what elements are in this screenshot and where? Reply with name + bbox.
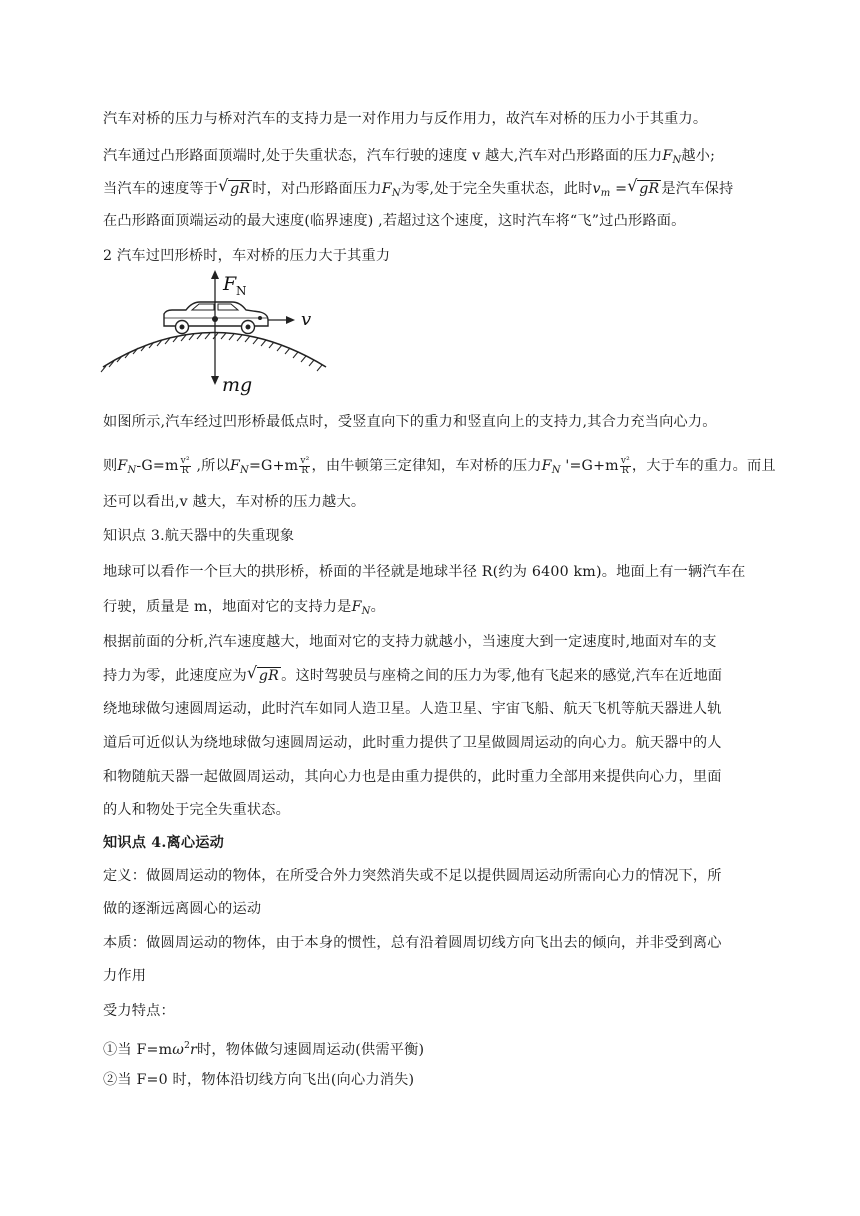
paragraph-line: 和物随航天器一起做圆周运动，其向心力也是由重力提供的，此时重力全部用来提供向心力，里面 [103,769,722,785]
v-label: v [301,309,312,330]
paragraph-line: 汽车通过凸形路面顶端时,处于失重状态，汽车行驶的速度 v 越大,汽车对凸形路面的压力$F_N$越小; [103,148,716,166]
paragraph-line: 道后可近似认为绕地球做匀速圆周运动，此时重力提供了卫星做圆周运动的向心力。航天器中的人 [103,735,722,751]
paragraph-line: 定义：做圆周运动的物体，在所受合外力突然消失或不足以提供圆周运动所需向心力的情况下，所 [103,868,722,884]
paragraph-line: 根据前面的分析,汽车速度越大，地面对它的支持力就越小，当速度大到一定速度时,地面对车的支 [103,634,717,650]
section-heading: 知识点 3.航天器中的失重现象 [103,528,295,544]
paragraph-line: 行驶，质量是 m，地面对它的支持力是$F_N$。 [103,599,385,617]
paragraph-line: 当汽车的速度等于 √ gR 时，对凸形路面压力$F_N$为零,处于完全失重状态，此时$v_m$ = √ gR 是汽车保持 [103,176,734,199]
paragraph-line: 还可以看出,v 越大，车对桥的压力越大。 [103,494,366,510]
paragraph-line: 地球可以看作一个巨大的拱形桥，桥面的半径就是地球半径 R(约为 6400 km)。地面上有一辆汽车在 [103,564,746,580]
mg-label: mg [222,374,253,396]
list-item: ②当 F=0 时，物体沿切线方向飞出(向心力消失) [103,1072,415,1088]
paragraph-line: 则$F_N-G=m$ $\frac{\text{v²}}{R}$ ,所以$F_N=G+m$ $\frac{\text{v²}}{R}$ ，由牛顿第三定律知，车对桥的压力$F_N$ '=G+m $\frac{\text{v²}}{R}$ ，大于车的重力。而且 [103,455,776,476]
paragraph-line: 力作用 [103,968,147,984]
fn-sub-label: N [236,284,247,298]
fraction: $\frac{\text{v²}}{R}$ [180,455,190,476]
paragraph-line: 绕地球做匀速圆周运动，此时汽车如同人造卫星。人造卫星、宇宙飞船、航天飞机等航天器进人轨 [103,701,722,717]
paragraph-line: 如图所示,汽车经过凹形桥最低点时，受竖直向下的重力和竖直向上的支持力,其合力充当向心力。 [103,414,717,430]
paragraph-line: 持力为零，此速度应为 √ gR 。这时驾驶员与座椅之间的压力为零,他有飞起来的感觉,汽车在近地面 [103,663,723,684]
concave-bridge-figure [100,268,340,398]
paragraph-line: 在凸形路面顶端运动的最大速度(临界速度) ,若超过这个速度，这时汽车将“飞”过凸形路面。 [103,213,686,229]
paragraph-line: 汽车对桥的压力与桥对汽车的支持力是一对作用力与反作用力，故汽车对桥的压力小于其重力。 [103,111,708,127]
list-item: ①当 $F=m\omega^2r$时，物体做匀速圆周运动(供需平衡) [103,1041,425,1058]
paragraph-line: 的人和物处于完全失重状态。 [103,802,291,818]
sqrt-expression: √ gR [627,176,660,197]
fraction: $\frac{\text{v²}}{R}$ [620,455,630,476]
paragraph-line: 本质：做圆周运动的物体，由于本身的惯性，总有沿着圆周切线方向飞出去的倾向，并非受到离心 [103,935,722,951]
sqrt-expression: √ gR [246,663,280,684]
sqrt-expression: √ gR [218,176,251,197]
paragraph-line: 2 汽车过凹形桥时，车对桥的压力大于其重力 [103,248,391,264]
fn-label: F [223,273,237,295]
paragraph-line: 受力特点： [103,1003,175,1019]
section-heading: 知识点 4.离心运动 [103,835,225,851]
fraction: $\frac{\text{v²}}{R}$ [300,455,310,476]
paragraph-line: 做的逐渐远离圆心的运动 [103,901,262,917]
